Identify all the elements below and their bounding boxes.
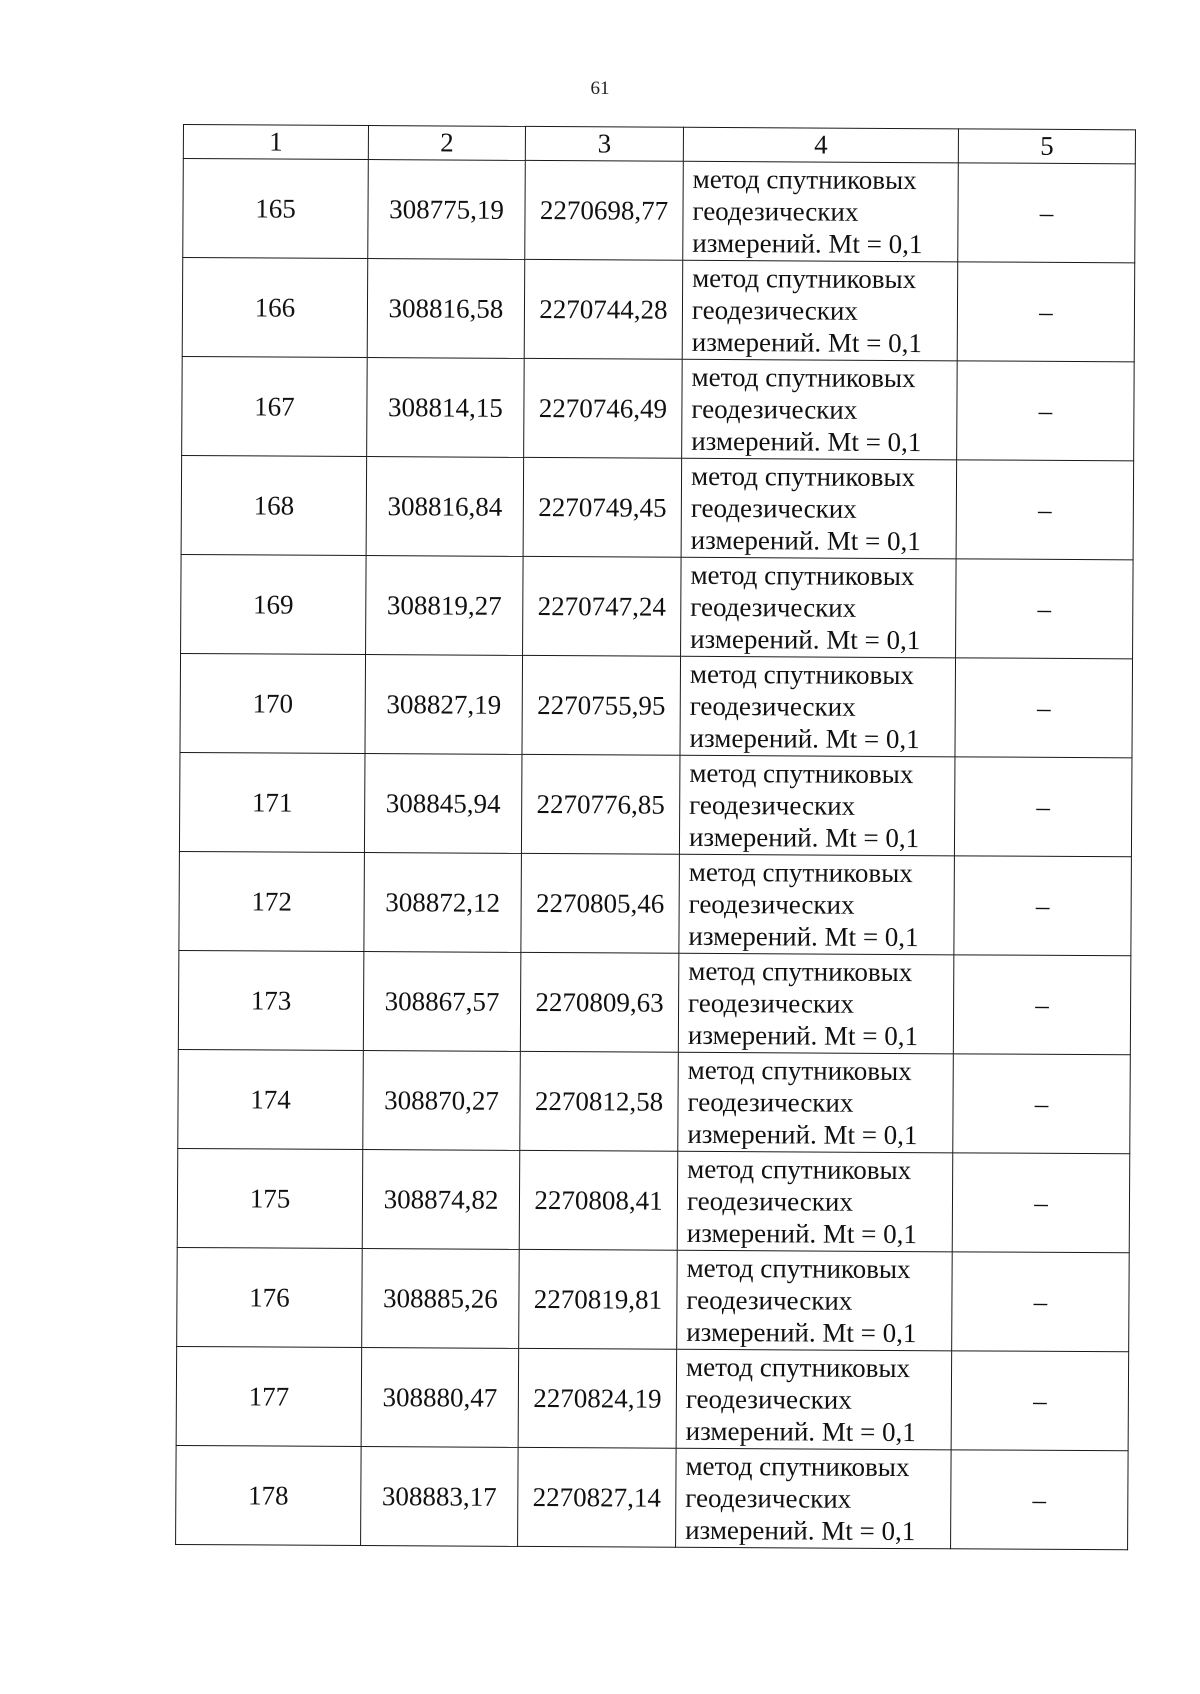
method-line: метод спутниковых (689, 658, 915, 691)
table-body (176, 159, 1136, 1550)
table-row (178, 1049, 1131, 1153)
table-row (183, 159, 1136, 263)
coordinate-x-cell: 308816,84 (366, 457, 524, 557)
method-line: измерений. Mt = 0,1 (689, 722, 920, 755)
method-line: метод спутниковых (688, 856, 913, 889)
method-cell (676, 1448, 952, 1549)
method-line: измерений. Mt = 0,1 (686, 1316, 917, 1349)
method-line: геодезических (692, 195, 859, 227)
table-row (179, 851, 1132, 955)
note-cell: – (956, 460, 1134, 560)
method-line: метод спутниковых (689, 757, 914, 790)
coordinate-x-cell: 308883,17 (361, 1447, 519, 1547)
point-number-cell: 170 (180, 653, 366, 753)
table-row (176, 1445, 1129, 1549)
note-cell: – (953, 1054, 1131, 1154)
coordinate-x-cell: 308880,47 (361, 1348, 519, 1448)
point-number-cell: 173 (178, 950, 364, 1050)
method-line: метод спутниковых (690, 460, 916, 493)
method-line: геодезических (688, 888, 855, 920)
point-number-cell: 165 (183, 159, 369, 259)
note-cell: – (957, 361, 1135, 461)
note-cell: – (956, 559, 1134, 659)
method-cell (679, 854, 955, 955)
method-line: измерений. Mt = 0,1 (690, 623, 921, 656)
table-row (179, 752, 1132, 856)
method-cell (683, 161, 959, 262)
table-row (180, 653, 1133, 757)
method-line: метод спутниковых (686, 1252, 911, 1285)
coordinate-y-cell: 2270824,19 (518, 1348, 677, 1448)
method-line: измерений. Mt = 0,1 (691, 326, 922, 359)
column-header-1: 1 (183, 125, 368, 160)
table-row (182, 356, 1135, 460)
method-cell (677, 1151, 953, 1252)
header-row (183, 125, 1135, 164)
method-line: метод спутниковых (691, 361, 916, 394)
coordinate-x-cell: 308870,27 (363, 1051, 521, 1151)
column-header-3: 3 (525, 126, 683, 161)
coordinate-y-cell: 2270805,46 (521, 853, 680, 953)
coordinate-y-cell: 2270812,58 (520, 1051, 679, 1151)
coordinate-y-cell: 2270809,63 (520, 952, 679, 1052)
method-line: метод спутниковых (687, 1153, 912, 1186)
table-row (181, 455, 1134, 559)
note-cell: – (958, 163, 1136, 263)
table-row (177, 1148, 1130, 1252)
table-row (177, 1247, 1130, 1351)
table-row (178, 950, 1131, 1054)
method-line: геодезических (690, 492, 857, 524)
method-line: геодезических (685, 1383, 852, 1415)
method-line: метод спутниковых (687, 1054, 912, 1087)
method-line: метод спутниковых (688, 955, 913, 988)
point-number-cell: 169 (181, 554, 367, 654)
method-cell (678, 953, 954, 1054)
method-line: метод спутниковых (690, 559, 915, 592)
coordinate-x-cell: 308867,57 (363, 952, 521, 1052)
method-line: метод спутниковых (685, 1351, 911, 1384)
coordinate-x-cell: 308819,27 (366, 556, 524, 656)
method-cell (679, 755, 955, 856)
table-row (176, 1346, 1129, 1450)
method-cell (678, 1052, 954, 1153)
column-header-4: 4 (683, 127, 958, 163)
method-line: геодезических (685, 1482, 852, 1514)
method-line: измерений. Mt = 0,1 (685, 1514, 916, 1547)
table-header (183, 125, 1135, 164)
method-line: измерений. Mt = 0,1 (691, 425, 922, 458)
method-line: измерений. Mt = 0,1 (688, 920, 919, 953)
coordinate-x-cell: 308885,26 (362, 1249, 520, 1349)
method-line: измерений. Mt = 0,1 (688, 821, 920, 854)
point-number-cell: 168 (181, 455, 367, 555)
coordinate-y-cell: 2270808,41 (519, 1150, 678, 1250)
method-line: метод спутниковых (685, 1450, 910, 1483)
coordinate-x-cell: 308845,94 (364, 754, 522, 854)
method-line: измерений. Mt = 0,1 (690, 524, 921, 557)
coordinate-y-cell: 2270698,77 (525, 160, 684, 260)
method-line: измерений. Mt = 0,1 (692, 227, 923, 260)
method-cell (680, 656, 956, 757)
note-cell: – (953, 955, 1131, 1055)
coordinate-x-cell: 308775,19 (368, 160, 526, 260)
note-cell: – (952, 1153, 1130, 1253)
note-cell: – (951, 1450, 1129, 1550)
method-line: измерений. Mt = 0,1 (687, 1019, 919, 1052)
method-line: геодезических (689, 789, 856, 821)
method-line: геодезических (689, 690, 856, 722)
coordinate-y-cell: 2270819,81 (519, 1249, 678, 1349)
coordinate-y-cell: 2270747,24 (523, 556, 682, 656)
coordinate-y-cell: 2270755,95 (522, 655, 681, 755)
method-line: измерений. Mt = 0,1 (685, 1415, 916, 1448)
method-line: геодезических (690, 591, 857, 623)
point-number-cell: 177 (176, 1346, 362, 1446)
note-cell: – (957, 262, 1135, 362)
coordinate-y-cell: 2270776,85 (521, 754, 680, 854)
column-header-5: 5 (958, 129, 1135, 164)
method-line: геодезических (686, 1185, 853, 1217)
coordinate-x-cell: 308827,19 (365, 655, 523, 755)
point-number-cell: 178 (176, 1445, 362, 1545)
page-number: 61 (590, 78, 610, 99)
point-number-cell: 174 (178, 1049, 364, 1149)
coordinate-x-cell: 308814,15 (367, 358, 525, 458)
table-row (182, 258, 1135, 362)
coordinate-y-cell: 2270746,49 (524, 358, 683, 458)
coordinate-y-cell: 2270744,28 (524, 259, 683, 359)
method-cell (681, 557, 957, 658)
coordinate-x-cell: 308874,82 (362, 1150, 520, 1250)
coordinates-table (175, 124, 1136, 1550)
method-cell (677, 1250, 953, 1351)
note-cell: – (952, 1252, 1130, 1352)
method-cell (681, 458, 957, 559)
method-line: геодезических (686, 1284, 853, 1316)
method-line: измерений. Mt = 0,1 (686, 1217, 918, 1250)
method-line: геодезических (688, 987, 855, 1019)
method-cell (682, 260, 958, 361)
method-cell (682, 359, 958, 460)
point-number-cell: 166 (182, 258, 368, 358)
coordinate-x-cell: 308872,12 (364, 853, 522, 953)
method-line: геодезических (691, 294, 858, 326)
method-line: измерений. Mt = 0,1 (687, 1118, 918, 1151)
point-number-cell: 171 (179, 752, 365, 852)
point-number-cell: 172 (179, 851, 365, 951)
method-line: геодезических (687, 1086, 854, 1118)
note-cell: – (955, 658, 1133, 758)
note-cell: – (954, 757, 1132, 857)
column-header-2: 2 (368, 126, 525, 161)
point-number-cell: 175 (177, 1148, 363, 1248)
note-cell: – (954, 856, 1132, 956)
note-cell: – (951, 1351, 1129, 1451)
method-line: геодезических (691, 393, 858, 425)
method-line: метод спутниковых (692, 262, 917, 295)
table-row (181, 554, 1134, 658)
point-number-cell: 176 (177, 1247, 363, 1347)
point-number-cell: 167 (182, 356, 368, 456)
coordinate-y-cell: 2270749,45 (523, 457, 682, 557)
method-cell (676, 1349, 952, 1450)
coordinate-y-cell: 2270827,14 (518, 1447, 677, 1547)
method-line: метод спутниковых (692, 163, 917, 196)
coordinate-x-cell: 308816,58 (367, 259, 525, 359)
